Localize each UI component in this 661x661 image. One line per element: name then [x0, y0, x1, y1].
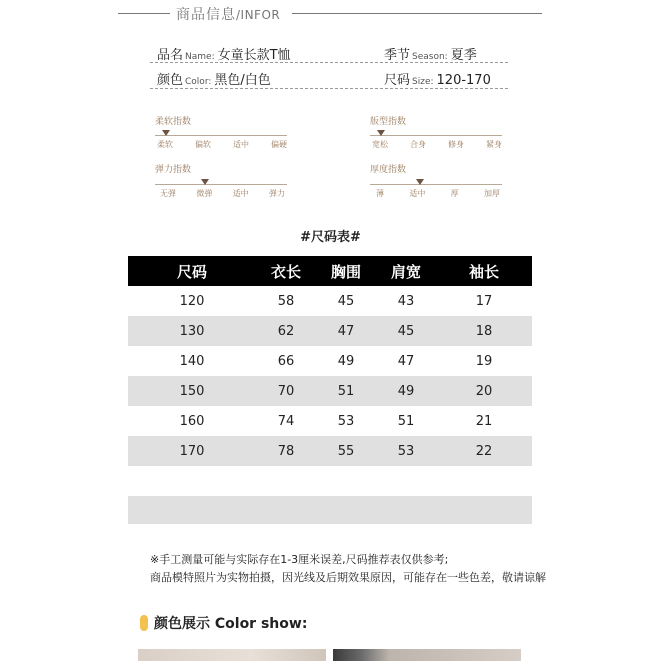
index-label: 厚	[450, 189, 459, 198]
name-label: 品名	[157, 48, 184, 63]
header-cell: 胸围	[330, 262, 361, 281]
size-table-header	[128, 256, 532, 286]
elasticity-index-marker	[201, 179, 209, 185]
product-name-row	[157, 44, 291, 63]
index-label: 薄	[376, 189, 384, 198]
index-label: 柔软	[157, 140, 173, 149]
index-label: 无弹	[160, 189, 176, 198]
table-cell: 140	[179, 353, 205, 369]
color-show-label: 颜色展示 Color show:	[154, 616, 308, 632]
color-show-title	[140, 613, 307, 633]
header-line-right	[292, 13, 542, 14]
photo-note: 商品模特照片为实物拍摄，因光线及后期效果原因，可能存在一些色差，敬请谅解	[150, 571, 546, 584]
thickness-index-title: 厚度指数	[370, 165, 407, 175]
season-label-en: Season:	[412, 52, 448, 62]
table-cell: 78	[277, 443, 295, 459]
table-cell: 53	[397, 443, 415, 459]
softness-index-bar	[155, 135, 287, 136]
size-value: 120-170	[436, 73, 491, 88]
size-label-en: Size:	[412, 77, 434, 87]
season-row	[384, 44, 477, 63]
product-photo-dark	[333, 649, 521, 661]
table-cell: 160	[179, 413, 205, 429]
softness-index-marker	[162, 130, 170, 136]
index-label: 适中	[233, 140, 249, 149]
index-label: 紧身	[486, 140, 502, 149]
index-label: 偏硬	[271, 140, 287, 149]
index-label: 适中	[409, 189, 426, 198]
table-cell: 53	[337, 413, 355, 429]
table-cell: 22	[475, 443, 493, 459]
section-title-cn: 商品信息	[176, 7, 236, 23]
color-value: 黑色/白色	[214, 73, 271, 88]
softness-index-title: 柔软指数	[155, 117, 192, 127]
table-cell: 150	[179, 383, 205, 399]
table-cell: 45	[337, 293, 355, 309]
softness-index-labels	[157, 139, 287, 150]
header-cell: 尺码	[176, 262, 207, 281]
table-cell: 74	[277, 413, 295, 429]
index-label: 宽松	[372, 140, 388, 149]
fit-index-marker	[377, 130, 385, 136]
header-cell: 衣长	[270, 262, 301, 281]
index-label: 修身	[448, 140, 464, 149]
table-cell: 51	[337, 383, 355, 399]
index-label: 合身	[410, 140, 426, 149]
table-row	[128, 346, 532, 376]
table-row	[128, 436, 532, 466]
info-divider-2	[150, 88, 508, 89]
table-cell: 45	[397, 323, 415, 339]
elasticity-index-title: 弹力指数	[155, 165, 192, 175]
table-row	[128, 406, 532, 436]
table-row-empty	[128, 496, 532, 524]
product-photo-light	[138, 649, 326, 661]
table-cell: 120	[179, 293, 205, 309]
elasticity-index-bar	[155, 184, 287, 185]
table-cell: 58	[277, 293, 295, 309]
name-label-en: Name:	[185, 52, 215, 62]
table-cell: 18	[475, 323, 493, 339]
color-label-en: Color:	[185, 77, 212, 87]
index-label: 微弹	[196, 189, 213, 198]
table-cell: 47	[337, 323, 355, 339]
color-row	[157, 69, 271, 88]
table-cell: 17	[475, 293, 493, 309]
table-cell: 20	[475, 383, 493, 399]
thickness-index-marker	[416, 179, 424, 185]
table-row	[128, 376, 532, 406]
size-table-title: #尺码表#	[300, 230, 361, 245]
table-row	[128, 316, 532, 346]
table-cell: 19	[475, 353, 493, 369]
table-cell: 49	[397, 383, 415, 399]
table-cell: 70	[277, 383, 295, 399]
table-row-empty	[128, 466, 532, 496]
index-label: 弹力	[268, 189, 285, 198]
table-cell: 170	[179, 443, 205, 459]
table-cell: 21	[475, 413, 493, 429]
thickness-index-labels	[376, 188, 500, 199]
table-cell: 43	[397, 293, 415, 309]
table-cell: 62	[277, 323, 295, 339]
elasticity-index-labels	[160, 188, 285, 199]
color-label: 颜色	[157, 73, 184, 88]
table-row	[128, 286, 532, 316]
fit-index-title: 版型指数	[370, 117, 407, 127]
season-label: 季节	[384, 48, 411, 63]
size-table	[128, 256, 532, 524]
accent-pill	[140, 615, 148, 631]
table-cell: 51	[397, 413, 415, 429]
header-line-left	[118, 13, 170, 14]
header-cell: 袖长	[468, 262, 499, 281]
fit-index-labels	[372, 139, 502, 150]
table-cell: 55	[337, 443, 355, 459]
index-label: 偏软	[195, 140, 211, 149]
table-cell: 49	[337, 353, 355, 369]
section-title-en: /INFOR	[236, 8, 281, 22]
size-label: 尺码	[384, 73, 411, 88]
thickness-index-bar	[370, 184, 502, 185]
index-label: 加厚	[483, 189, 500, 198]
header-cell: 肩宽	[390, 262, 421, 281]
fit-index-bar	[370, 135, 502, 136]
name-value: 女童长款T恤	[217, 48, 291, 63]
season-value: 夏季	[450, 48, 477, 63]
table-cell: 66	[277, 353, 295, 369]
index-label: 适中	[232, 189, 249, 198]
table-cell: 47	[397, 353, 415, 369]
size-row	[384, 69, 491, 88]
measurement-note: ※手工测量可能与实际存在1-3厘米误差,尺码推荐表仅供参考;	[150, 553, 449, 566]
info-divider-1	[150, 62, 508, 63]
section-title	[176, 4, 280, 24]
table-cell: 130	[179, 323, 205, 339]
